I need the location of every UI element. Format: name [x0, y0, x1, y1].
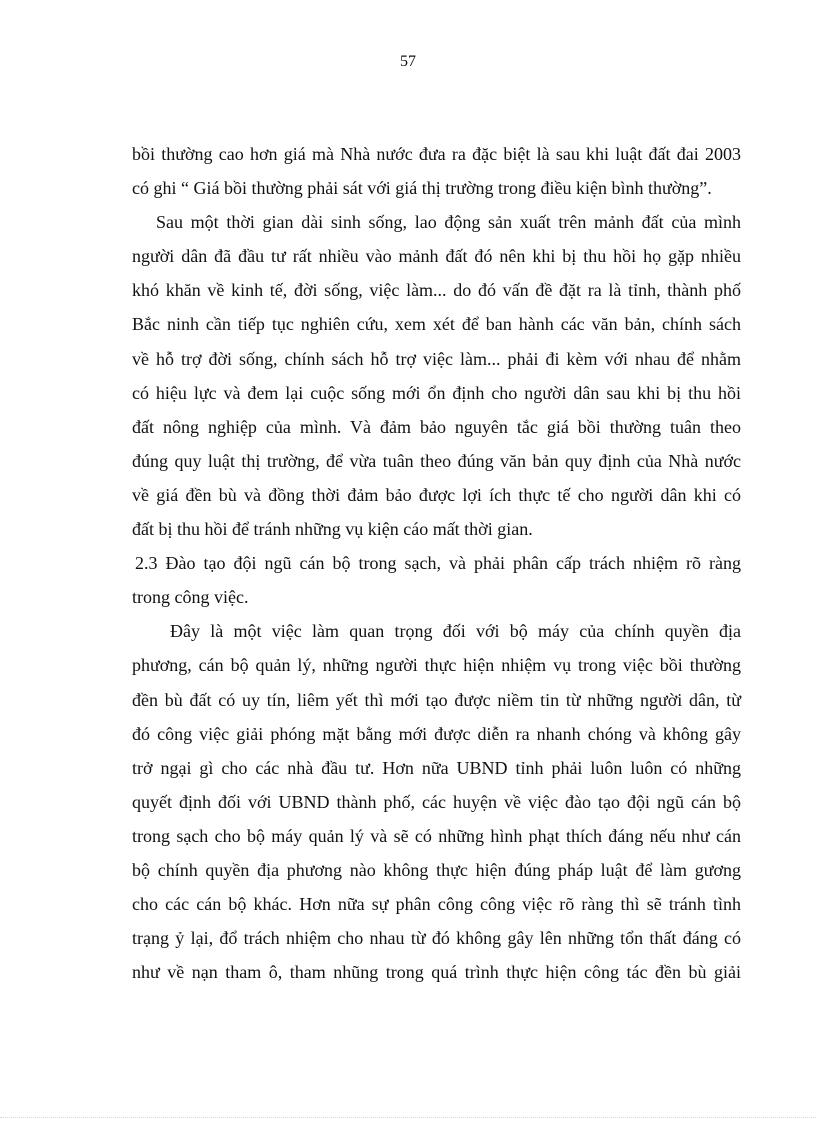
text-line: đền bù đất có uy tín, liêm yết thì mới tạo được niềm tin từ những người dân, từ [132, 689, 741, 710]
text-line: bộ chính quyền địa phương nào không thực hiện đúng pháp luật để làm gương [132, 859, 741, 880]
text-line: có hiệu lực và đem lại cuộc sống mới ổn định cho người dân sau khi bị thu hồi [132, 382, 741, 403]
text-line: quyết định đối với UBND thành phố, các huyện về việc đào tạo đội ngũ cán bộ [132, 791, 741, 812]
page-bottom-border [0, 1117, 816, 1118]
body-text [132, 137, 741, 989]
section-heading-line: trong công việc. [132, 587, 249, 608]
text-line: trong sạch cho bộ máy quản lý và sẽ có những hình phạt thích đáng nếu như cán [132, 825, 741, 846]
text-line: trạng ỷ lại, đổ trách nhiệm cho nhau từ đó không gây lên những tổn thất đáng có [132, 928, 741, 949]
text-line: phương, cán bộ quản lý, những người thực hiện nhiệm vụ trong việc bồi thường [132, 655, 741, 676]
text-line: về hỗ trợ đời sống, chính sách hỗ trợ việc làm... phải đi kèm với nhau để nhằm [132, 348, 741, 369]
text-line: trở ngại gì cho các nhà đầu tư. Hơn nữa UBND tỉnh phải luôn luôn có những [132, 757, 741, 778]
text-line: đúng quy luật thị trường, để vừa tuân theo đúng văn bản quy định của Nhà nước [132, 450, 741, 471]
section-heading-line: 2.3 Đào tạo đội ngũ cán bộ trong sạch, và phải phân cấp trách nhiệm rõ ràng [135, 553, 741, 574]
text-line: Đây là một việc làm quan trọng đối với bộ máy của chính quyền địa [170, 621, 741, 642]
text-line: bồi thường cao hơn giá mà Nhà nước đưa ra đặc biệt là sau khi luật đất đai 2003 [132, 144, 741, 164]
text-line: như về nạn tham ô, tham nhũng trong quá trình thực hiện công tác đền bù giải [132, 962, 741, 983]
text-line: cho các cán bộ khác. Hơn nữa sự phân công công việc rõ ràng thì sẽ tránh tình [132, 894, 741, 915]
text-line: đất nông nghiệp của mình. Và đảm bảo nguyên tắc giá bồi thường tuân theo [132, 416, 741, 437]
page-number: 57 [400, 53, 416, 70]
text-line: có ghi “ Giá bồi thường phải sát với giá thị trường trong điều kiện bình thường”. [132, 178, 712, 199]
text-line: Sau một thời gian dài sinh sống, lao động sản xuất trên mảnh đất của mình [156, 212, 741, 233]
text-line: người dân đã đầu tư rất nhiều vào mảnh đất đó nên khi bị thu hồi họ gặp nhiều [132, 246, 741, 267]
text-line: đất bị thu hồi để tránh những vụ kiện cáo mất thời gian. [132, 519, 533, 540]
text-line: về giá đền bù và đồng thời đảm bảo được lợi ích thực tế cho người dân khi có [132, 484, 741, 505]
text-line: khó khăn về kinh tế, đời sống, việc làm... do đó vấn đề đặt ra là tỉnh, thành phố [132, 280, 741, 301]
text-line: đó công việc giải phóng mặt bằng mới được diễn ra nhanh chóng và không gây [132, 723, 741, 744]
text-line: Bắc ninh cần tiếp tục nghiên cứu, xem xét để ban hành các văn bản, chính sách [132, 314, 741, 335]
